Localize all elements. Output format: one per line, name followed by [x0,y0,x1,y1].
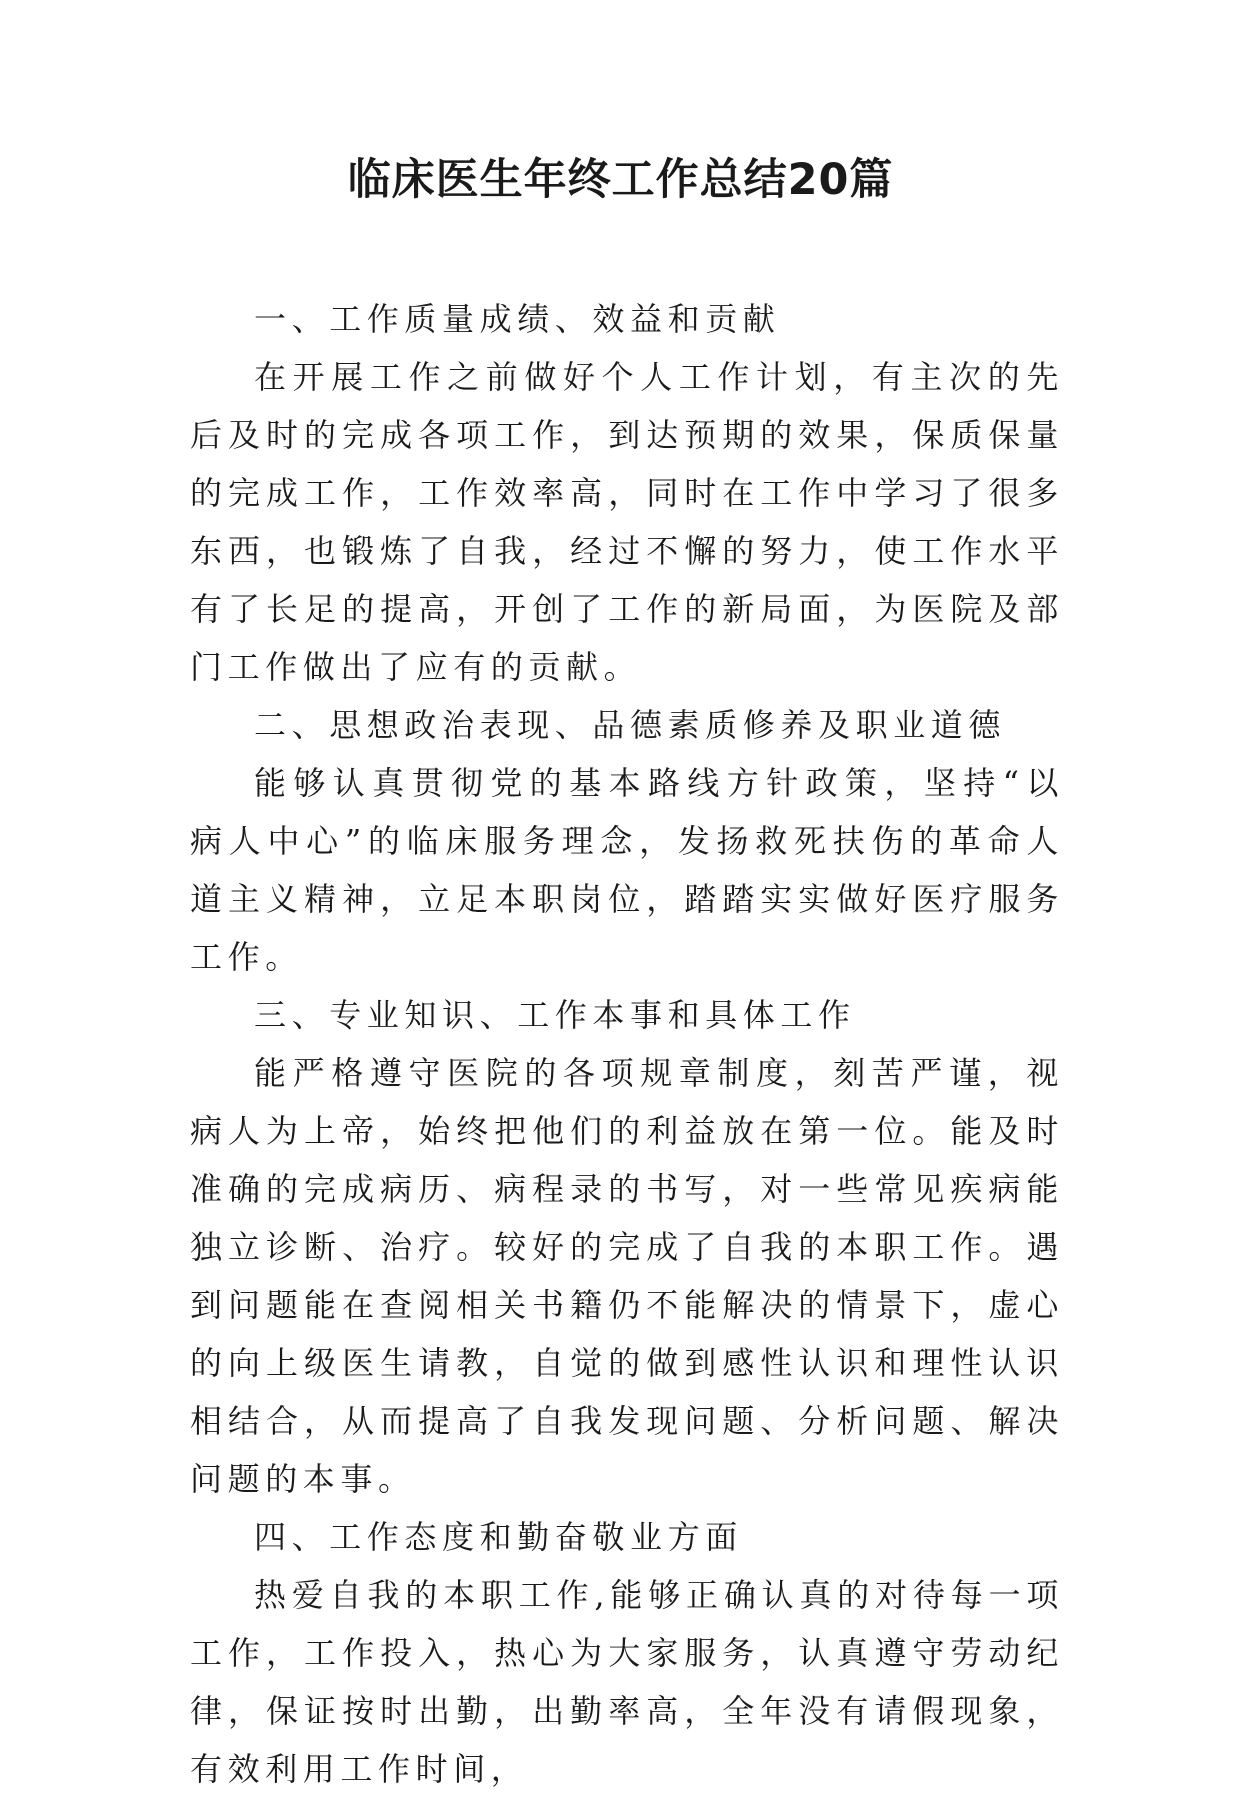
section-paragraph-2: 能够认真贯彻党的基本路线方针政策，坚持“以病人中心”的临床服务理念，发扬救死扶伤的革命人道主义精神，立足本职岗位，踏踏实实做好医疗服务工作。 [190,764,1064,976]
section-heading-4: 四、工作态度和勤奋敬业方面 [254,1518,743,1556]
section-paragraph-3: 能严格遵守医院的各项规章制度，刻苦严谨，视病人为上帝，始终把他们的利益放在第一位。能及时准确的完成病历、病程录的书写，对一些常见疾病能独立诊断、治疗。较好的完成了自我的本职工作。遇到问题能在查阅相关书籍仍不能解决的情景下，虚心的向上级医生请教，自觉的做到感性认识和理性认识相结合，从而提高了自我发现问题、分析问题、解决问题的本事。 [190,1054,1064,1498]
section-paragraph-4: 热爱自我的本职工作,能够正确认真的对待每一项工作，工作投入，热心为大家服务，认真遵守劳动纪律，保证按时出勤，出勤率高，全年没有请假现象，有效利用工作时间， [190,1576,1064,1788]
document-title: 临床医生年终工作总结20篇 [347,155,894,205]
section-heading-3: 三、专业知识、工作本事和具体工作 [254,996,856,1034]
document-body [190,290,1064,1798]
section-paragraph-1: 在开展工作之前做好个人工作计划，有主次的先后及时的完成各项工作，到达预期的效果，保质保量的完成工作，工作效率高，同时在工作中学习了很多东西，也锻炼了自我，经过不懈的努力，使工作水平有了长足的提高，开创了工作的新局面，为医院及部门工作做出了应有的贡献。 [190,358,1064,686]
section-heading-2: 二、思想政治表现、品德素质修养及职业道德 [254,706,1007,744]
section-heading-1: 一、工作质量成绩、效益和贡献 [254,300,781,338]
